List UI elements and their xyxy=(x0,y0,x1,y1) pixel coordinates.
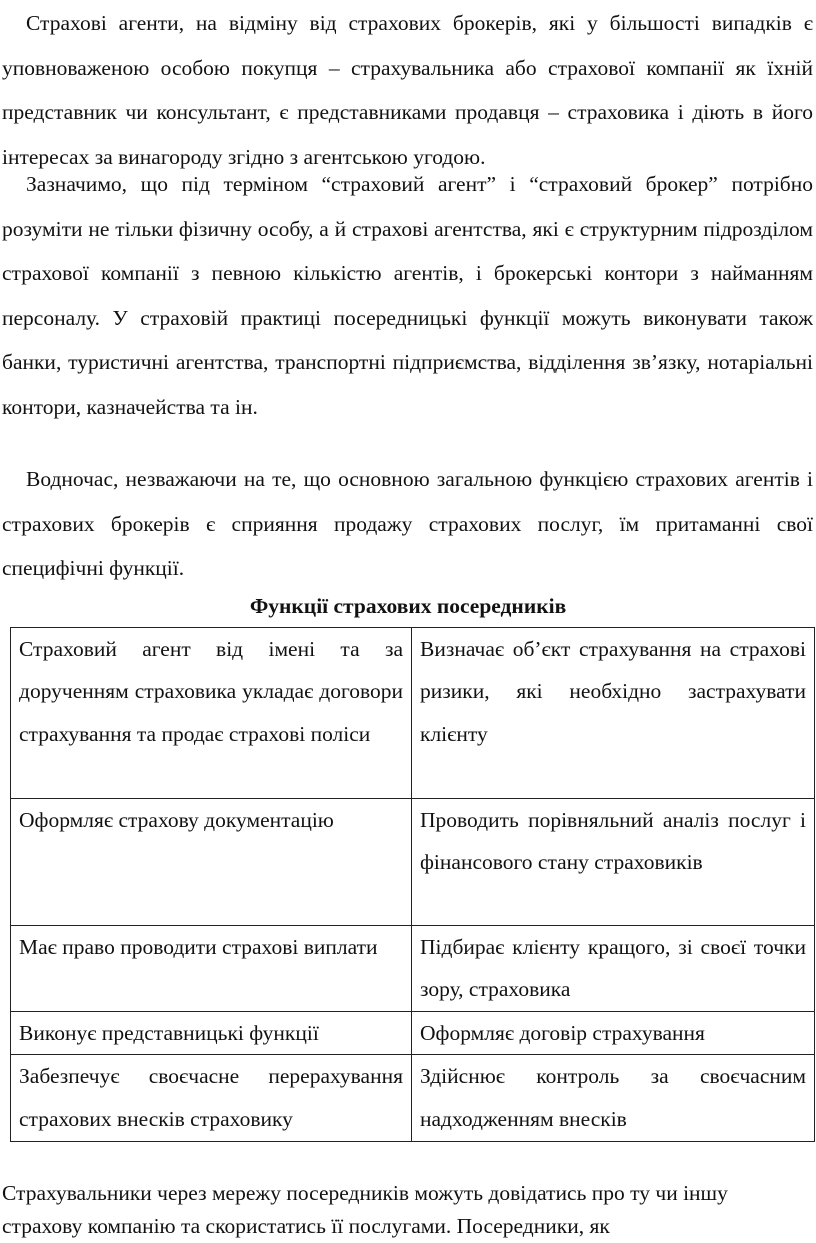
table-row xyxy=(11,1055,815,1142)
agent-function-cell: Виконує представницькі функції xyxy=(11,1011,412,1054)
table-row xyxy=(11,799,815,926)
table-row xyxy=(11,926,815,1012)
broker-function-cell: Оформляє договір страхування xyxy=(412,1011,815,1054)
closing-paragraph: Страхувальники через мережу посередників можуть довідатись про ту чи іншу страхову компанію та скористатись її послугами. Посередники, як xyxy=(2,1181,728,1238)
paragraph-specific-functions: Водночас, незважаючи на те, що основною загальною функцією страхових агентів і страхових брокерів є сприяння продажу страхових послуг, їм притаманні свої специфічні функції. xyxy=(2,467,813,581)
agent-function-cell: Забезпечує своєчасне перерахування страхових внесків страховику xyxy=(11,1055,412,1142)
table-row xyxy=(11,1011,815,1054)
functions-table xyxy=(10,627,815,1142)
paragraph-terminology: Зазначимо, що під терміном “страховий агент” і “страховий брокер” потрібно розуміти не тільки фізичну особу, а й страхові агентства, які є структурним підрозділом страхової компанії з певною кількістю агентів, і брокерські контори з найманням персоналу. У страховій практиці посередницькі функції можуть виконувати також банки, туристичні агентства, транспортні підприємства, відділення зв’язку, нотаріальні контори, казначейства та ін. xyxy=(2,172,813,419)
table-title: Функції страхових посередників xyxy=(249,594,567,618)
table-row xyxy=(11,628,815,799)
broker-function-cell: Здійснює контроль за своєчасним надходженням внесків xyxy=(412,1055,815,1142)
broker-function-cell: Проводить порівняльний аналіз послуг і фінансового стану страховиків xyxy=(412,799,815,926)
agent-function-cell: Оформляє страхову документацію xyxy=(11,799,412,926)
agent-function-cell: Страховий агент від імені та за дорученням страховика укладає договори страхування та продає страхові поліси xyxy=(11,628,412,799)
agent-function-cell: Має право проводити страхові виплати xyxy=(11,926,412,1012)
broker-function-cell: Визначає об’єкт страхування на страхові ризики, які необхідно застрахувати клієнту xyxy=(412,628,815,799)
broker-function-cell: Підбирає клієнту кращого, зі своєї точки зору, страховика xyxy=(412,926,815,1012)
paragraph-agents-vs-brokers: Страхові агенти, на відміну від страхових брокерів, які у більшості випадків є уповноваженою особою покупця – страхувальника або страхової компанії як їхній представник чи консультант, є представниками продавця – страховика і діють в його інтересах за винагороду згідно з агентською угодою. xyxy=(2,11,813,169)
